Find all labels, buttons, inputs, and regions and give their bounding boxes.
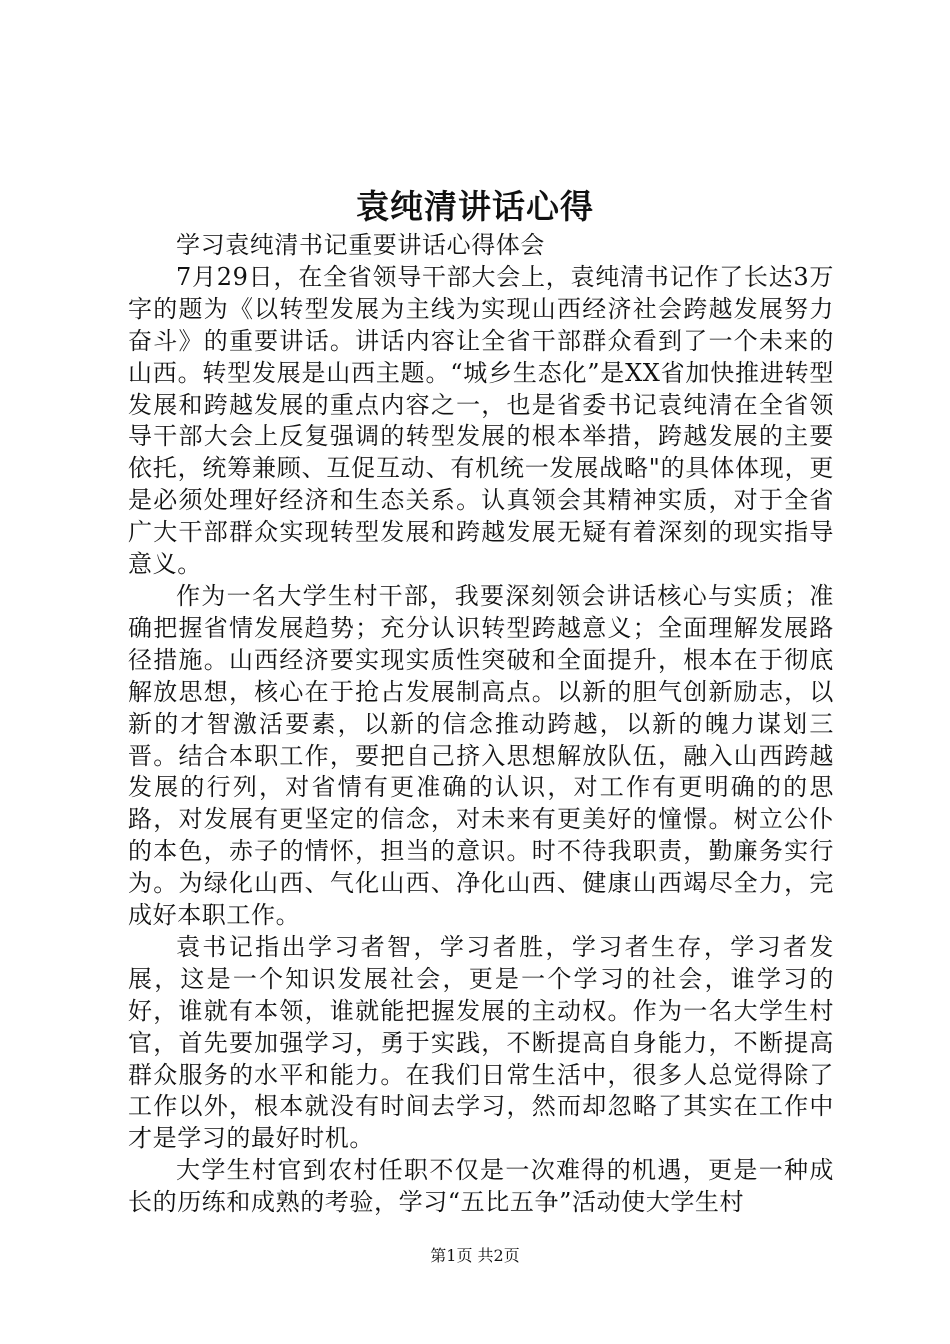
paragraph: 大学生村官到农村任职不仅是一次难得的机遇，更是一种成长的历练和成熟的考验，学习“五比五争”活动使大学生村	[128, 1156, 834, 1217]
paragraph: 作为一名大学生村干部，我要深刻领会讲话核心与实质；准确把握省情发展趋势；充分认识转型跨越意义；全面理解发展路径措施。山西经济要实现实质性突破和全面提升，根本在于彻底解放思想，核心在于抢占发展制高点。以新的胆气创新励志，以新的才智激活要素，以新的信念推动跨越，以新的魄力谋划三晋。结合本职工作，要把自己挤入思想解放队伍，融入山西跨越发展的行列，对省情有更准确的认识，对工作有更明确的的思路，对发展有更坚定的信念，对未来有更美好的憧憬。树立公仆的本色，赤子的情怀，担当的意识。时不待我职责，勤廉务实行为。为绿化山西、气化山西、净化山西、健康山西竭尽全力，完成好本职工作。	[128, 581, 834, 930]
document-title: 袁纯清讲话心得	[356, 187, 594, 226]
paragraph-subtitle: 学习袁纯清书记重要讲话心得体会	[176, 231, 545, 259]
document-body	[128, 230, 834, 1219]
paragraph: 袁书记指出学习者智，学习者胜，学习者生存，学习者发展，这是一个知识发展社会，更是一个学习的社会，谁学习的好，谁就有本领，谁就能把握发展的主动权。作为一名大学生村官，首先要加强学习，勇于实践，不断提高自身能力，不断提高群众服务的水平和能力。在我们日常生活中，很多人总觉得除了工作以外，根本就没有时间去学习，然而却忽略了其实在工作中才是学习的最好时机。	[128, 932, 834, 1153]
paragraph: 7月29日，在全省领导干部大会上，袁纯清书记作了长达3万字的题为《以转型发展为主线为实现山西经济社会跨越发展努力奋斗》的重要讲话。讲话内容让全省干部群众看到了一个未来的山西。转型发展是山西主题。“城乡生态化”是XX省加快推进转型发展和跨越发展的重点内容之一，也是省委书记袁纯清在全省领导干部大会上反复强调的转型发展的根本举措，跨越发展的主要依托，统筹兼顾、互促互动、有机统一发展战略"的具体体现，更是必须处理好经济和生态关系。认真领会其精神实质，对于全省广大干部群众实现转型发展和跨越发展无疑有着深刻的现实指导意义。	[128, 262, 834, 579]
page-number-footer: 第1页 共2页	[430, 1246, 520, 1265]
